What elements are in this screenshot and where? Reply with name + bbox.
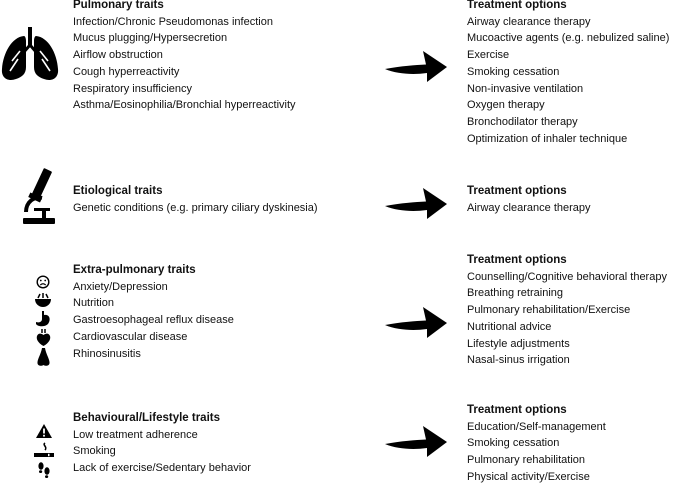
trait-heading: Pulmonary traits	[73, 0, 164, 11]
treatment-list	[467, 252, 667, 369]
treatment-list	[467, 0, 669, 147]
treatment-item: Non-invasive ventilation	[467, 82, 584, 95]
trait-list	[73, 410, 251, 477]
treatment-item: Exercise	[467, 49, 510, 62]
treatment-item: Pulmonary rehabilitation	[467, 454, 586, 467]
treatment-item: Mucoactive agents (e.g. nebulized saline)	[467, 32, 670, 45]
treatment-item: Airway clearance therapy	[467, 201, 591, 214]
trait-item: Low treatment adherence	[73, 428, 198, 441]
treatment-heading: Treatment options	[467, 254, 567, 266]
treatment-item: Nasal-sinus irrigation	[467, 354, 570, 367]
footprints-icon	[37, 461, 51, 479]
trait-list	[73, 0, 296, 114]
lungs-icon	[0, 27, 60, 83]
trait-heading: Extra-pulmonary traits	[73, 264, 196, 276]
trait-item: Mucus plugging/Hypersecretion	[73, 32, 228, 45]
nose-icon	[37, 348, 50, 367]
arrow-icon	[385, 305, 447, 339]
trait-item: Gastroesophageal reflux disease	[73, 314, 234, 327]
trait-list	[73, 183, 318, 216]
treatment-item: Nutritional advice	[467, 320, 552, 333]
treatment-item: Education/Self-management	[467, 420, 606, 433]
trait-item: Infection/Chronic Pseudomonas infection	[73, 15, 273, 28]
treatment-item: Airway clearance therapy	[467, 15, 591, 28]
treatment-item: Counselling/Cognitive behavioral therapy	[467, 270, 667, 283]
treatment-heading: Treatment options	[467, 0, 567, 11]
treatment-item: Bronchodilator therapy	[467, 115, 578, 128]
treatment-item: Smoking cessation	[467, 437, 560, 450]
treatment-item: Oxygen therapy	[467, 99, 545, 112]
sad-face-icon	[36, 275, 50, 289]
trait-item: Genetic conditions (e.g. primary ciliary dyskinesia)	[73, 201, 318, 214]
arrow-icon	[385, 424, 447, 458]
treatment-item: Pulmonary rehabilitation/Exercise	[467, 304, 631, 317]
trait-item: Cardiovascular disease	[73, 330, 188, 343]
trait-item: Airflow obstruction	[73, 49, 163, 62]
stomach-icon	[35, 311, 51, 327]
trait-item: Respiratory insufficiency	[73, 82, 193, 95]
treatment-item: Optimization of inhaler technique	[467, 132, 628, 145]
trait-item: Nutrition	[73, 297, 114, 310]
trait-item: Asthma/Eosinophilia/Bronchial hyperreactivity	[73, 99, 296, 112]
arrow-icon	[385, 186, 447, 220]
trait-item: Anxiety/Depression	[73, 280, 168, 293]
treatment-heading: Treatment options	[467, 404, 567, 416]
treatment-item: Lifestyle adjustments	[467, 337, 570, 350]
trait-item: Lack of exercise/Sedentary behavior	[73, 462, 251, 475]
arrow-icon	[385, 49, 447, 83]
microscope-icon	[20, 168, 58, 226]
treatment-list	[467, 183, 591, 216]
food-bowl-icon	[34, 293, 52, 308]
treatment-list	[467, 402, 606, 486]
heart-icon	[36, 329, 51, 346]
treatment-item: Smoking cessation	[467, 65, 560, 78]
trait-item: Cough hyperreactivity	[73, 65, 180, 78]
treatment-item: Breathing retraining	[467, 287, 564, 300]
warning-icon	[36, 424, 52, 438]
trait-heading: Etiological traits	[73, 185, 163, 197]
trait-heading: Behavioural/Lifestyle traits	[73, 412, 220, 424]
cigarette-icon	[33, 442, 55, 458]
treatment-heading: Treatment options	[467, 185, 567, 197]
trait-item: Rhinosinusitis	[73, 347, 141, 360]
treatment-item: Physical activity/Exercise	[467, 470, 590, 483]
trait-list	[73, 262, 234, 362]
trait-item: Smoking	[73, 445, 116, 458]
